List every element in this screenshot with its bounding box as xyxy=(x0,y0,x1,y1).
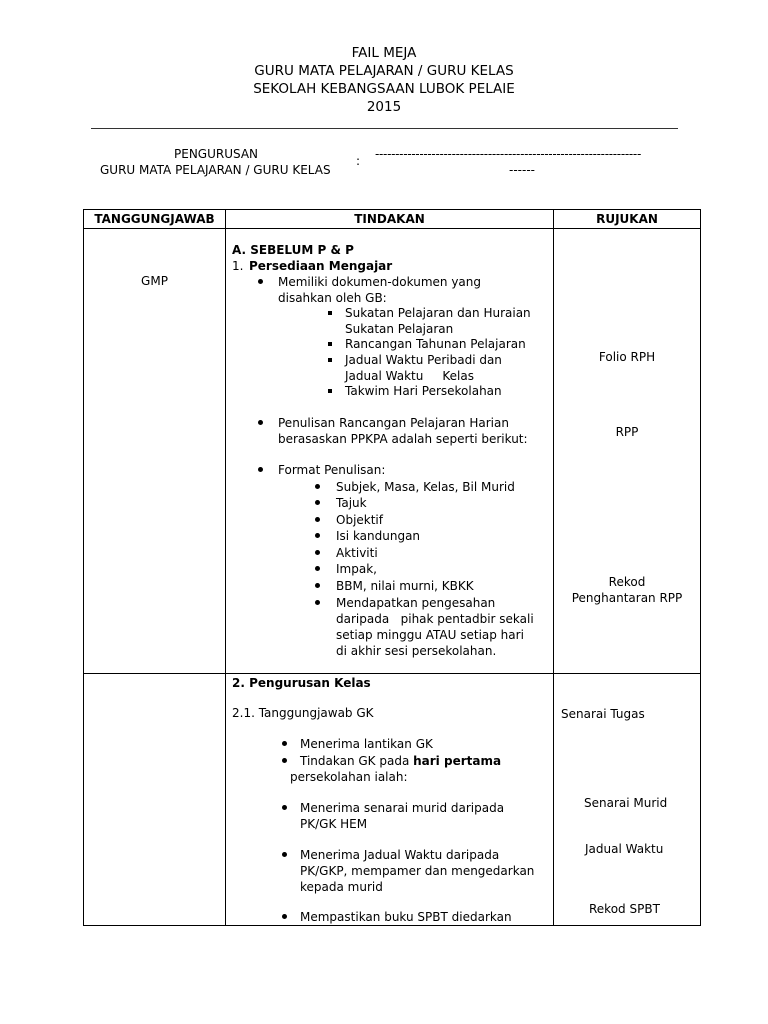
ref-rekod-line1: Rekod xyxy=(608,575,646,589)
format-item: Objektif xyxy=(336,513,383,527)
format-item: Subjek, Masa, Kelas, Bil Murid xyxy=(336,480,515,494)
sub1-item1-line2: Sukatan Pelajaran xyxy=(345,322,454,336)
bullet1-line1: Memiliki dokumen-dokumen yang xyxy=(278,275,481,289)
bullet-dot-icon xyxy=(258,279,263,284)
format-item: Impak, xyxy=(336,562,377,576)
bullet-dot-icon xyxy=(315,484,320,489)
format-item: Tajuk xyxy=(336,496,367,510)
bullet-dot-icon xyxy=(282,758,287,763)
gk-bullet4-line2: PK/GKP, mempamer dan mengedarkan xyxy=(300,864,535,878)
bullet-dot-icon xyxy=(315,566,320,571)
sub1-item2: Rancangan Tahunan Pelajaran xyxy=(345,337,526,351)
ref-rekod-spbt: Rekod SPBT xyxy=(589,902,660,916)
bullet-dot-icon xyxy=(315,583,320,588)
sub1-item3-line1: Jadual Waktu Peribadi dan xyxy=(345,353,502,367)
gk-bullet1: Menerima lantikan GK xyxy=(300,737,433,751)
doc-year: 2015 xyxy=(366,99,402,115)
format-item-last-line1: Mendapatkan pengesahan xyxy=(336,596,496,610)
gk-bullet4-line1: Menerima Jadual Waktu daripada xyxy=(300,848,500,862)
info-dashes-line1: ------------------------------------------------------------------ xyxy=(375,147,641,161)
info-colon: : xyxy=(356,154,361,168)
sub1-item3-line2: Jadual Waktu Kelas xyxy=(345,369,474,383)
format-item: Isi kandungan xyxy=(336,529,421,543)
bullet-dot-icon xyxy=(282,914,287,919)
bullet-dot-icon xyxy=(315,550,320,555)
doc-subtitle-role: GURU MATA PELAJARAN / GURU KELAS xyxy=(254,63,514,79)
bullet3: Format Penulisan: xyxy=(278,463,386,477)
square-bullet-icon xyxy=(328,311,332,315)
bullet1-line2: disahkan oleh GB: xyxy=(278,291,387,305)
responsible-gmp: GMP xyxy=(141,274,168,288)
item1-title: Persediaan Mengajar xyxy=(249,259,393,273)
bullet-dot-icon xyxy=(258,420,263,425)
bullet-dot-icon xyxy=(258,467,263,472)
ref-jadual-waktu: Jadual Waktu xyxy=(585,842,664,856)
ref-rekod-line2: Penghantaran RPP xyxy=(571,591,683,605)
format-item: Aktiviti xyxy=(336,546,378,560)
bullet-dot-icon xyxy=(315,600,320,605)
info-label-pengurusan: PENGURUSAN xyxy=(174,147,259,161)
format-item-last-line4: di akhir sesi persekolahan. xyxy=(336,644,497,658)
col-header-rujukan: RUJUKAN xyxy=(596,212,658,226)
gk-bullet3-line1: Menerima senarai murid daripada xyxy=(300,801,505,815)
format-item-last-line3: setiap minggu ATAU setiap hari xyxy=(336,628,524,642)
subsection-tanggungjawab-gk: 2.1. Tanggungjawab GK xyxy=(232,706,374,720)
gk-bullet5: Mempastikan buku SPBT diedarkan xyxy=(300,910,512,924)
col-header-tanggungjawab: TANGGUNGJAWAB xyxy=(94,212,215,226)
bullet2-line2: berasaskan PPKPA adalah seperti berikut: xyxy=(278,432,528,446)
bullet-dot-icon xyxy=(315,517,320,522)
section-sebelum-pnp: A. SEBELUM P & P xyxy=(232,243,354,257)
gk-bullet4-line3: kepada murid xyxy=(300,880,383,894)
bullet-dot-icon xyxy=(315,500,320,505)
gk-bullet2-cont: persekolahan ialah: xyxy=(290,770,408,784)
sub1-item4: Takwim Hari Persekolahan xyxy=(345,384,502,398)
bullet2-line1: Penulisan Rancangan Pelajaran Harian xyxy=(278,416,509,430)
ref-folio-rph: Folio RPH xyxy=(598,350,656,364)
ref-senarai-tugas: Senarai Tugas xyxy=(561,707,645,721)
doc-title: FAIL MEJA xyxy=(351,45,417,61)
ref-senarai-murid: Senarai Murid xyxy=(584,796,668,810)
doc-subtitle-school: SEKOLAH KEBANGSAAN LUBOK PELAIE xyxy=(253,81,515,97)
square-bullet-icon xyxy=(328,358,332,362)
sub1-item1-line1: Sukatan Pelajaran dan Huraian xyxy=(345,306,531,320)
bullet-dot-icon xyxy=(282,852,287,857)
bullet-dot-icon xyxy=(282,805,287,810)
info-dashes-line2: ------ xyxy=(509,163,535,177)
format-item-last-line2: daripada pihak pentadbir sekali xyxy=(336,612,534,626)
bullet-dot-icon xyxy=(315,533,320,538)
gk-bullet2: Tindakan GK pada hari pertama xyxy=(300,754,502,768)
title-divider xyxy=(91,128,678,129)
col-header-tindakan: TINDAKAN xyxy=(354,212,425,226)
ref-rpp: RPP xyxy=(615,425,639,439)
info-label-guru: GURU MATA PELAJARAN / GURU KELAS xyxy=(100,163,331,177)
square-bullet-icon xyxy=(328,389,332,393)
bullet-dot-icon xyxy=(282,741,287,746)
section-pengurusan-kelas: 2. Pengurusan Kelas xyxy=(232,676,371,690)
square-bullet-icon xyxy=(328,342,332,346)
item1-number: 1. xyxy=(232,259,244,273)
format-item: BBM, nilai murni, KBKK xyxy=(336,579,474,593)
gk-bullet3-line2: PK/GK HEM xyxy=(300,817,368,831)
